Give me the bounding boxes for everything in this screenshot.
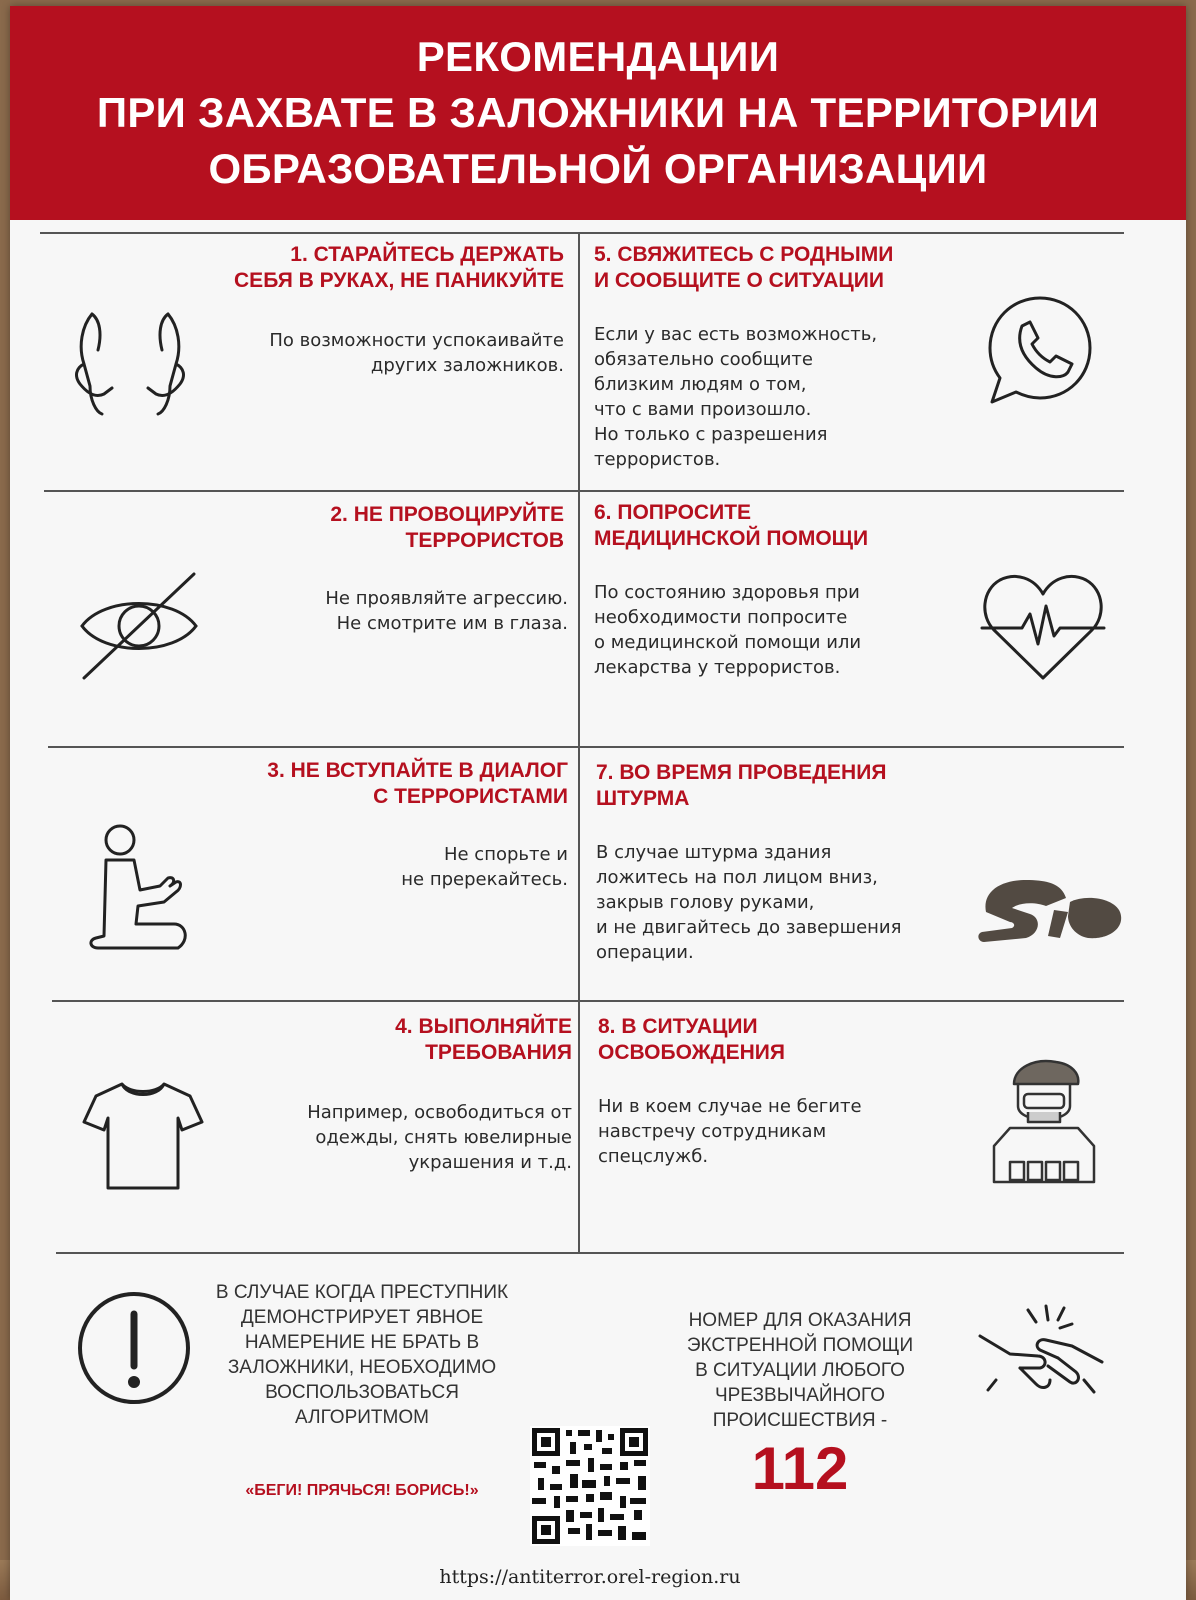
recommendation-3-text: Не спорьте и не пререкайтесь. (401, 844, 568, 890)
recommendation-2 (44, 490, 578, 746)
recommendation-6-heading: 6. ПОПРОСИТЕ МЕДИЦИНСКОЙ ПОМОЩИ (594, 501, 869, 550)
recommendation-7 (580, 746, 1124, 1000)
heartbeat-icon (978, 566, 1108, 686)
recommendation-3-heading: 3. НЕ ВСТУПАЙТЕ В ДИАЛОГ С ТЕРРОРИСТАМИ (267, 759, 568, 808)
poster (10, 6, 1186, 1600)
title-banner (10, 6, 1186, 220)
recommendation-6-text: По состоянию здоровья при необходимости попросите о медицинской помощи или лекарства у террористов. (594, 582, 862, 678)
recommendation-5 (580, 232, 1124, 490)
soldier-icon (984, 1054, 1104, 1188)
recommendation-8-heading: 8. В СИТУАЦИИ ОСВОБОЖДЕНИЯ (598, 1015, 785, 1064)
recommendation-2-text: Не проявляйте агрессию. Не смотрите им в глаза. (325, 588, 568, 634)
recommendation-7-text: В случае штурма здания ложитесь на пол лицом вниз, закрыв голову руками, и не двигайтесь до завершения операции. (596, 842, 902, 963)
recommendation-5-heading: 5. СВЯЖИТЕСЬ С РОДНЫМИ И СООБЩИТЕ О СИТУАЦИИ (594, 243, 894, 292)
recommendation-1-heading: 1. СТАРАЙТЕСЬ ДЕРЖАТЬ СЕБЯ В РУКАХ, НЕ ПАНИКУЙТЕ (234, 243, 564, 292)
website-url[interactable]: https://antiterror.orel-region.ru (439, 1566, 741, 1588)
tshirt-icon (78, 1076, 208, 1196)
warning-text: В СЛУЧАЕ КОГДА ПРЕСТУПНИК ДЕМОНСТРИРУЕТ ЯВНОЕ НАМЕРЕНИЕ НЕ БРАТЬ В ЗАЛОЖНИКИ, НЕОБХОДИМО ВОСПОЛЬЗОВАТЬСЯ АЛГОРИТМОМ (215, 1282, 509, 1428)
slogan: «БЕГИ! ПРЯЧЬСЯ! БОРИСЬ!» (245, 1482, 479, 1499)
hands-icon (60, 306, 200, 426)
recommendation-6 (580, 490, 1124, 746)
kneeling-person-icon (84, 820, 204, 960)
emergency-text: НОМЕР ДЛЯ ОКАЗАНИЯ ЭКСТРЕННОЙ ПОМОЩИ В СИТУАЦИИ ЛЮБОГО ЧРЕЗВЫЧАЙНОГО ПРОИСШЕСТВИЯ - (686, 1310, 914, 1431)
recommendation-5-text: Если у вас есть возможность, обязательно сообщите близким людям о том, что с вами произошло. Но только с разрешения террористов. (594, 324, 878, 470)
recommendation-8-text: Ни в коем случае не бегите навстречу сотрудникам спецслужб. (598, 1096, 862, 1167)
recommendation-2-heading: 2. НЕ ПРОВОЦИРУЙТЕ ТЕРРОРИСТОВ (330, 503, 564, 552)
recommendation-4-text: Например, освободиться от одежды, снять ювелирные украшения и т.д. (307, 1102, 572, 1173)
helping-hands-icon (976, 1296, 1106, 1406)
recommendation-3 (48, 746, 578, 1000)
lying-person-icon (976, 872, 1126, 948)
phone-bubble-icon (980, 290, 1100, 410)
title-line-3: ОБРАЗОВАТЕЛЬНОЙ ОРГАНИЗАЦИИ (208, 145, 988, 192)
recommendation-4-heading: 4. ВЫПОЛНЯЙТЕ ТРЕБОВАНИЯ (395, 1015, 572, 1064)
title-line-2: ПРИ ЗАХВАТЕ В ЗАЛОЖНИКИ НА ТЕРРИТОРИИ (96, 89, 1100, 136)
crossed-eye-icon (74, 566, 204, 686)
divider-row-4 (56, 1252, 1124, 1254)
recommendation-7-heading: 7. ВО ВРЕМЯ ПРОВЕДЕНИЯ ШТУРМА (596, 761, 887, 810)
recommendation-4 (52, 1000, 578, 1252)
title-line-1: РЕКОМЕНДАЦИИ (416, 33, 780, 80)
qr-code (530, 1426, 650, 1546)
recommendation-8 (580, 1000, 1124, 1252)
recommendation-1-text: По возможности успокаивайте других заложников. (269, 330, 564, 376)
emergency-number: 112 (751, 1435, 849, 1502)
recommendation-1 (40, 232, 578, 490)
exclamation-icon (76, 1290, 192, 1406)
